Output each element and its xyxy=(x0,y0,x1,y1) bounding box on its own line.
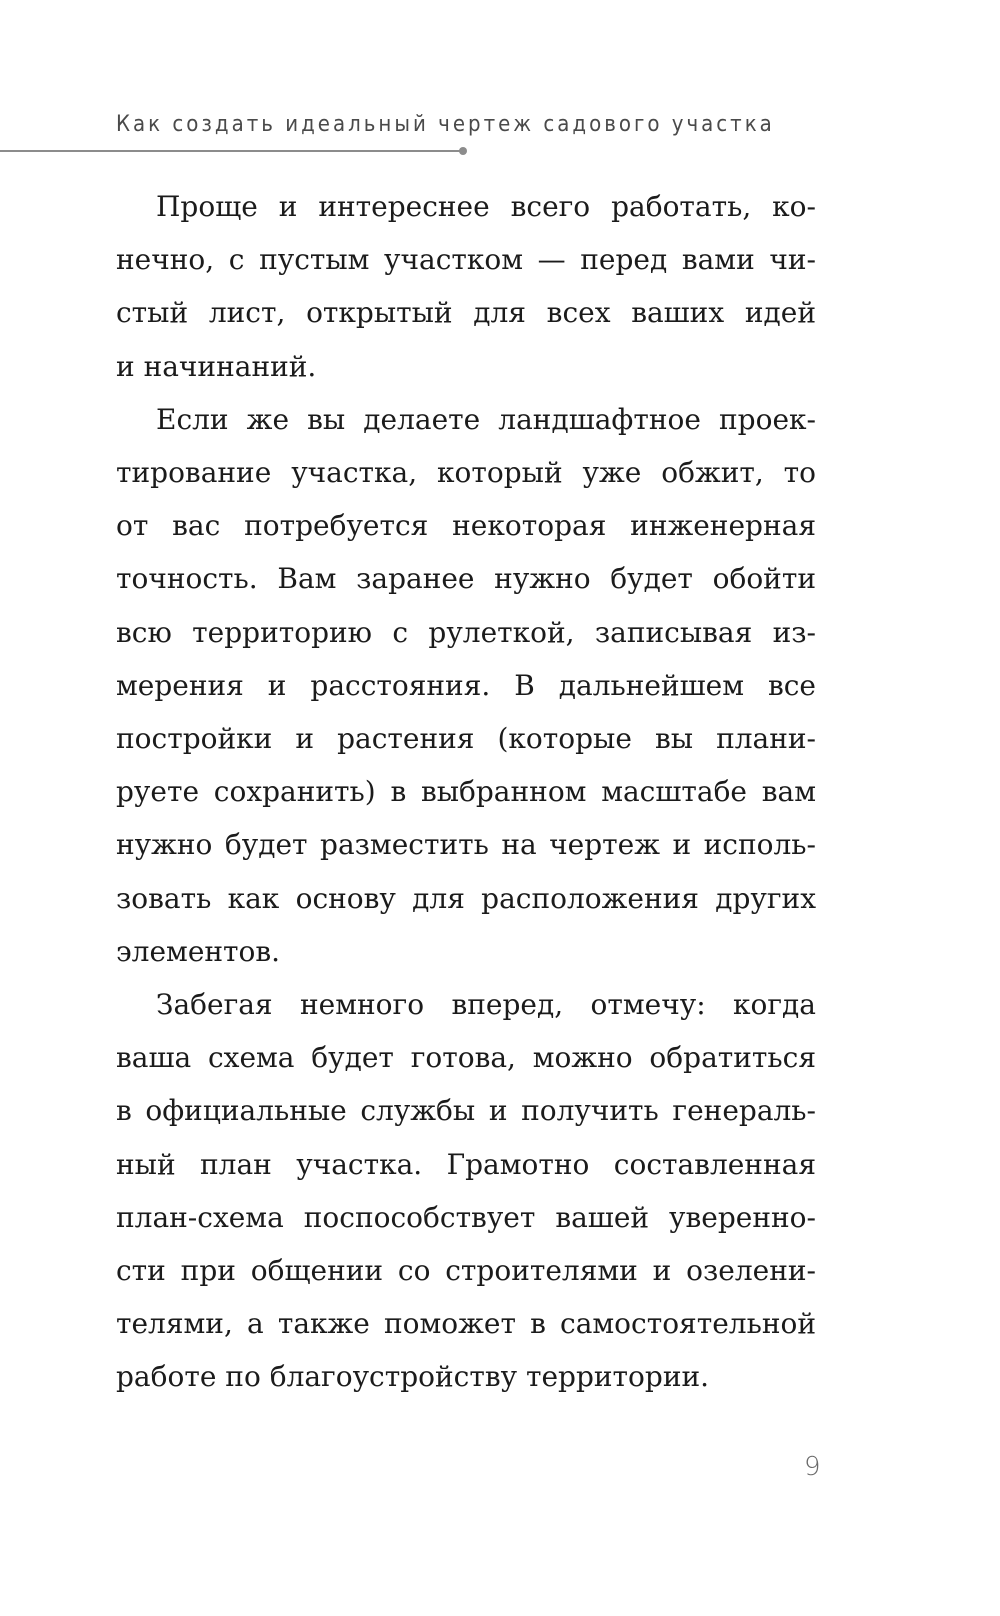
page-number: 9 xyxy=(804,1452,821,1482)
text-line: тирование участка, который уже обжит, то xyxy=(116,456,816,490)
paragraph-2 xyxy=(116,393,816,978)
header-rule-dot xyxy=(459,147,467,155)
text-line: план-схема поспособствует вашей уверенно- xyxy=(116,1200,816,1234)
text-line: Проще и интереснее всего работать, ко- xyxy=(156,190,816,223)
text-line: нужно будет разместить на чертеж и исполь- xyxy=(116,828,816,862)
text-line: сти при общении со строителями и озелени- xyxy=(116,1254,816,1288)
text-line: элементов. xyxy=(116,934,281,968)
text-line: зовать как основу для расположения других xyxy=(116,881,816,915)
text-line: ный план участка. Грамотно составленная xyxy=(116,1147,816,1181)
text-line: стый лист, открытый для всех ваших идей xyxy=(116,296,816,330)
text-line: Забегая немного вперед, отмечу: когда xyxy=(156,988,816,1022)
paragraph-1 xyxy=(116,180,816,393)
text-line: в официальные службы и получить генераль- xyxy=(116,1094,816,1128)
text-line: телями, а также поможет в самостоятельной xyxy=(116,1307,816,1341)
body-text xyxy=(116,180,816,1404)
paragraph-3 xyxy=(116,978,816,1404)
text-line: Если же вы делаете ландшафтное проек- xyxy=(156,402,816,436)
text-line: ваша схема будет готова, можно обратиться xyxy=(116,1041,816,1075)
text-line: всю территорию с рулеткой, записывая из- xyxy=(116,615,816,649)
text-line: работе по благоустройству территории. xyxy=(116,1360,710,1394)
text-line: точность. Вам заранее нужно будет обойти xyxy=(116,562,816,596)
text-line: и начинаний. xyxy=(116,349,317,383)
text-line: руете сохранить) в выбранном масштабе вам xyxy=(116,775,816,809)
text-line: постройки и растения (которые вы плани- xyxy=(116,722,816,756)
text-line: от вас потребуется некоторая инженерная xyxy=(116,509,816,543)
running-header: Как создать идеальный чертеж садового участка xyxy=(116,112,775,137)
text-line: нечно, с пустым участком — перед вами чи- xyxy=(116,243,816,277)
header-rule xyxy=(0,150,462,152)
text-line: мерения и расстояния. В дальнейшем все xyxy=(116,668,816,702)
